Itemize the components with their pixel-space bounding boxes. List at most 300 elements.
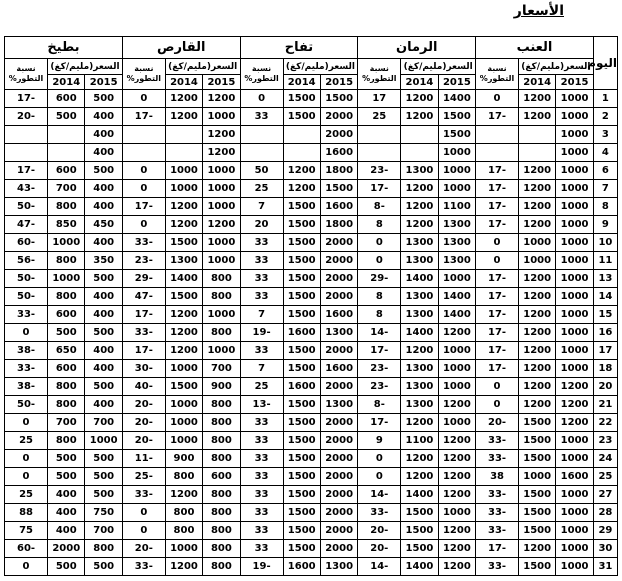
price-2014-cell: 1400 <box>401 324 438 342</box>
growth-pct-cell: 25 <box>240 378 283 396</box>
year-header: 2015 <box>85 75 122 90</box>
price-2014-cell: 1200 <box>401 342 438 360</box>
day-cell: 31 <box>593 558 617 576</box>
price-2015-cell: 1000 <box>203 198 240 216</box>
price-2014-cell: 1200 <box>165 486 202 504</box>
table-row <box>5 360 618 378</box>
growth-pct-cell: 33 <box>240 108 283 126</box>
price-2015-cell: 1600 <box>320 360 357 378</box>
growth-pct-cell: -20 <box>122 414 165 432</box>
year-header: 2015 <box>438 75 475 90</box>
price-table <box>4 36 618 576</box>
price-2015-cell: 750 <box>85 504 122 522</box>
price-2015-cell: 1000 <box>438 414 475 432</box>
price-2015-cell: 1000 <box>203 306 240 324</box>
price-2015-cell: 2000 <box>320 126 357 144</box>
price-2015-cell: 1000 <box>556 198 593 216</box>
price-2015-cell: 1000 <box>556 558 593 576</box>
price-2014-cell: 1200 <box>518 378 555 396</box>
growth-pct-cell: -14 <box>358 558 401 576</box>
price-2015-cell: 1200 <box>438 468 475 486</box>
table-row <box>5 396 618 414</box>
growth-pct-cell: -20 <box>122 396 165 414</box>
price-2015-cell: 1500 <box>438 108 475 126</box>
growth-pct-cell: -13 <box>240 396 283 414</box>
growth-pct-subheader: نسبة التطور% <box>240 59 283 90</box>
table-row <box>5 522 618 540</box>
price-2015-cell: 600 <box>203 468 240 486</box>
price-2014-cell: 800 <box>48 288 85 306</box>
price-2015-cell: 1000 <box>556 324 593 342</box>
price-2014-cell: 800 <box>48 378 85 396</box>
day-cell: 21 <box>593 396 617 414</box>
price-2014-cell: 1500 <box>283 360 320 378</box>
growth-pct-cell <box>240 144 283 162</box>
year-header: 2014 <box>165 75 202 90</box>
table-row <box>5 450 618 468</box>
price-2014-cell: 1500 <box>165 234 202 252</box>
price-2014-cell: 1500 <box>283 468 320 486</box>
price-2014-cell: 1200 <box>401 90 438 108</box>
growth-pct-cell: 0 <box>358 468 401 486</box>
year-header: 2014 <box>401 75 438 90</box>
price-2014-cell: 1200 <box>283 180 320 198</box>
growth-pct-cell: -47 <box>122 288 165 306</box>
price-2014-cell: 800 <box>165 522 202 540</box>
growth-pct-cell <box>122 144 165 162</box>
price-2015-cell: 2000 <box>320 540 357 558</box>
fruit-header-pomegranate: الرمان <box>358 37 476 59</box>
price-2014-cell: 1200 <box>518 90 555 108</box>
price-2015-cell: 2000 <box>320 378 357 396</box>
price-2015-cell: 2000 <box>320 234 357 252</box>
price-2015-cell: 2000 <box>320 270 357 288</box>
price-2015-cell: 400 <box>85 144 122 162</box>
growth-pct-cell: 38 <box>476 468 519 486</box>
year-header: 2015 <box>203 75 240 90</box>
table-row <box>5 288 618 306</box>
growth-pct-cell: -20 <box>122 432 165 450</box>
price-2015-cell: 1000 <box>438 504 475 522</box>
price-2015-cell: 1200 <box>438 432 475 450</box>
growth-pct-cell: -23 <box>358 378 401 396</box>
price-2015-cell: 1000 <box>438 180 475 198</box>
price-2015-cell: 800 <box>203 324 240 342</box>
growth-pct-cell <box>476 144 519 162</box>
price-2015-cell: 400 <box>85 180 122 198</box>
price-2014-cell: 1200 <box>283 162 320 180</box>
price-2015-cell: 500 <box>85 324 122 342</box>
growth-pct-cell: -14 <box>358 324 401 342</box>
price-2015-cell: 1000 <box>556 234 593 252</box>
price-2014-cell: 500 <box>48 450 85 468</box>
growth-pct-cell: 75 <box>5 522 48 540</box>
price-2014-cell: 650 <box>48 342 85 360</box>
table-row <box>5 216 618 234</box>
table-row <box>5 432 618 450</box>
price-2015-cell: 1800 <box>320 216 357 234</box>
price-2014-cell <box>401 126 438 144</box>
growth-pct-cell: 0 <box>5 450 48 468</box>
price-subheader: السعر(مليم/كغ) <box>48 59 123 75</box>
price-2015-cell: 500 <box>85 162 122 180</box>
growth-pct-cell: -20 <box>358 522 401 540</box>
price-2014-cell: 500 <box>48 108 85 126</box>
price-2014-cell: 1200 <box>165 108 202 126</box>
price-2015-cell: 2000 <box>320 522 357 540</box>
price-2015-cell: 1100 <box>438 198 475 216</box>
price-2014-cell: 1000 <box>518 252 555 270</box>
price-2014-cell: 1500 <box>283 108 320 126</box>
growth-pct-cell: -38 <box>5 378 48 396</box>
growth-pct-cell: 33 <box>240 468 283 486</box>
price-2014-cell: 1200 <box>401 216 438 234</box>
price-2014-cell: 1500 <box>518 486 555 504</box>
growth-pct-cell: -43 <box>5 180 48 198</box>
fruit-header-apple: تفاح <box>240 37 358 59</box>
growth-pct-cell: -33 <box>476 450 519 468</box>
table-row <box>5 486 618 504</box>
price-2014-cell: 1200 <box>401 468 438 486</box>
growth-pct-cell: 25 <box>5 486 48 504</box>
price-2014-cell: 1200 <box>518 360 555 378</box>
growth-pct-cell <box>5 144 48 162</box>
price-2015-cell: 500 <box>85 558 122 576</box>
price-2015-cell: 1400 <box>438 306 475 324</box>
price-2015-cell: 1200 <box>203 90 240 108</box>
price-2014-cell: 1300 <box>401 252 438 270</box>
price-2015-cell: 1300 <box>320 558 357 576</box>
growth-pct-cell: 20 <box>240 216 283 234</box>
price-2015-cell: 1200 <box>556 414 593 432</box>
price-2015-cell: 1500 <box>320 180 357 198</box>
price-2014-cell: 400 <box>48 486 85 504</box>
price-2015-cell: 1000 <box>438 270 475 288</box>
price-2014-cell: 1500 <box>401 504 438 522</box>
growth-pct-cell: -50 <box>5 396 48 414</box>
day-cell: 13 <box>593 270 617 288</box>
price-2014-cell: 1200 <box>518 180 555 198</box>
price-2014-cell: 800 <box>165 504 202 522</box>
price-2014-cell <box>518 144 555 162</box>
growth-pct-cell: 0 <box>476 252 519 270</box>
price-2015-cell: 400 <box>85 126 122 144</box>
day-cell: 30 <box>593 540 617 558</box>
price-2015-cell: 1200 <box>556 378 593 396</box>
price-2015-cell: 1200 <box>438 522 475 540</box>
price-2015-cell: 1000 <box>556 450 593 468</box>
growth-pct-cell: -17 <box>476 198 519 216</box>
growth-pct-cell: 7 <box>240 360 283 378</box>
price-2014-cell: 1500 <box>283 450 320 468</box>
price-2015-cell: 500 <box>85 450 122 468</box>
growth-pct-cell <box>358 126 401 144</box>
table-row <box>5 414 618 432</box>
growth-pct-cell: -17 <box>358 180 401 198</box>
growth-pct-cell: -17 <box>476 360 519 378</box>
price-2015-cell: 500 <box>85 468 122 486</box>
growth-pct-cell: -33 <box>122 558 165 576</box>
price-2015-cell: 400 <box>85 288 122 306</box>
price-2014-cell: 1300 <box>401 378 438 396</box>
growth-pct-cell: -33 <box>122 324 165 342</box>
growth-pct-cell: 33 <box>240 540 283 558</box>
price-2014-cell: 1000 <box>165 414 202 432</box>
growth-pct-cell: -11 <box>122 450 165 468</box>
growth-pct-cell: -50 <box>5 288 48 306</box>
price-2014-cell: 1200 <box>401 414 438 432</box>
growth-pct-cell: -19 <box>240 324 283 342</box>
price-2015-cell: 800 <box>203 558 240 576</box>
price-2015-cell: 1600 <box>320 306 357 324</box>
price-subheader: السعر(مليم/كغ) <box>283 59 358 75</box>
price-2015-cell: 1000 <box>556 270 593 288</box>
day-cell: 17 <box>593 342 617 360</box>
price-2014-cell: 1600 <box>283 378 320 396</box>
price-2015-cell: 1000 <box>556 306 593 324</box>
growth-pct-cell: -38 <box>5 342 48 360</box>
price-2015-cell: 1000 <box>438 342 475 360</box>
growth-pct-cell: 8 <box>358 306 401 324</box>
price-2014-cell: 1500 <box>518 558 555 576</box>
price-2015-cell: 1000 <box>203 162 240 180</box>
day-cell: 18 <box>593 360 617 378</box>
growth-pct-cell: 17 <box>358 90 401 108</box>
growth-pct-cell: 33 <box>240 288 283 306</box>
price-2015-cell: 1000 <box>556 216 593 234</box>
price-2014-cell: 1300 <box>401 396 438 414</box>
price-2014-cell <box>165 144 202 162</box>
price-2015-cell: 2000 <box>320 432 357 450</box>
growth-pct-cell: 0 <box>476 396 519 414</box>
growth-pct-cell: 9 <box>358 432 401 450</box>
growth-pct-cell: 0 <box>122 522 165 540</box>
price-2015-cell: 2000 <box>320 450 357 468</box>
table-row <box>5 540 618 558</box>
growth-pct-cell: -17 <box>122 108 165 126</box>
price-subheader: السعر(مليم/كغ) <box>518 59 593 75</box>
price-2015-cell: 500 <box>85 270 122 288</box>
price-2015-cell: 1300 <box>320 324 357 342</box>
year-header: 2014 <box>283 75 320 90</box>
price-2014-cell: 1200 <box>401 180 438 198</box>
price-2015-cell: 400 <box>85 396 122 414</box>
price-2014-cell: 1200 <box>165 198 202 216</box>
growth-pct-cell: 33 <box>240 522 283 540</box>
price-2014-cell: 1500 <box>518 450 555 468</box>
price-2015-cell: 1200 <box>438 396 475 414</box>
growth-pct-cell: -29 <box>358 270 401 288</box>
year-header: 2015 <box>556 75 593 90</box>
price-2014-cell: 1500 <box>283 198 320 216</box>
price-2015-cell: 1000 <box>203 252 240 270</box>
growth-pct-cell: 8 <box>358 288 401 306</box>
price-2015-cell: 500 <box>85 90 122 108</box>
growth-pct-cell <box>476 126 519 144</box>
table-row <box>5 180 618 198</box>
price-2015-cell: 1000 <box>556 432 593 450</box>
price-2014-cell: 1500 <box>518 432 555 450</box>
price-2014-cell: 1200 <box>518 198 555 216</box>
growth-pct-cell: -33 <box>122 234 165 252</box>
growth-pct-cell: -47 <box>5 216 48 234</box>
price-2015-cell: 1000 <box>556 486 593 504</box>
price-2014-cell: 1500 <box>165 288 202 306</box>
table-row <box>5 90 618 108</box>
growth-pct-cell: -17 <box>122 306 165 324</box>
growth-pct-cell: -33 <box>476 504 519 522</box>
price-2014-cell: 1200 <box>401 108 438 126</box>
price-2014-cell: 1200 <box>165 324 202 342</box>
price-2014-cell <box>48 126 85 144</box>
growth-pct-cell: 88 <box>5 504 48 522</box>
price-2014-cell: 1000 <box>48 234 85 252</box>
price-2015-cell: 1000 <box>438 378 475 396</box>
price-2014-cell: 1300 <box>401 288 438 306</box>
growth-pct-cell: -40 <box>122 378 165 396</box>
price-2014-cell: 1500 <box>283 414 320 432</box>
growth-pct-cell: -20 <box>122 540 165 558</box>
price-2014-cell: 850 <box>48 216 85 234</box>
price-2015-cell: 1300 <box>438 234 475 252</box>
growth-pct-subheader: نسبة التطور% <box>476 59 519 90</box>
price-2014-cell: 1200 <box>518 540 555 558</box>
price-2015-cell: 1300 <box>438 252 475 270</box>
price-2014-cell: 1200 <box>518 396 555 414</box>
price-2014-cell: 1500 <box>283 504 320 522</box>
price-2015-cell: 1500 <box>320 90 357 108</box>
day-cell: 24 <box>593 450 617 468</box>
day-cell: 15 <box>593 306 617 324</box>
growth-pct-cell: -33 <box>5 360 48 378</box>
price-2014-cell: 1500 <box>283 270 320 288</box>
price-subheader: السعر(مليم/كغ) <box>401 59 476 75</box>
year-header: 2015 <box>320 75 357 90</box>
price-2015-cell: 800 <box>203 504 240 522</box>
price-2014-cell: 1600 <box>283 324 320 342</box>
day-cell: 11 <box>593 252 617 270</box>
table-row <box>5 306 618 324</box>
price-2014-cell: 1500 <box>283 486 320 504</box>
price-2014-cell: 1200 <box>518 324 555 342</box>
growth-pct-cell: 7 <box>240 198 283 216</box>
growth-pct-cell: -17 <box>476 108 519 126</box>
fruit-header-grapes: العنب <box>476 37 594 59</box>
growth-pct-cell: -60 <box>5 234 48 252</box>
growth-pct-cell: -25 <box>122 468 165 486</box>
price-2015-cell: 500 <box>85 486 122 504</box>
price-2015-cell: 350 <box>85 252 122 270</box>
growth-pct-cell: 0 <box>358 234 401 252</box>
growth-pct-subheader: نسبة التطور% <box>5 59 48 90</box>
growth-pct-cell <box>5 126 48 144</box>
table-row <box>5 378 618 396</box>
price-2015-cell: 2000 <box>320 504 357 522</box>
price-2014-cell: 1000 <box>48 270 85 288</box>
price-2015-cell: 1200 <box>556 396 593 414</box>
price-2014-cell: 600 <box>48 306 85 324</box>
growth-pct-cell: -50 <box>5 198 48 216</box>
growth-pct-cell: -20 <box>476 414 519 432</box>
price-2015-cell: 1000 <box>556 540 593 558</box>
price-2014-cell: 1500 <box>283 396 320 414</box>
fruit-header-watermelon: بطيخ <box>5 37 123 59</box>
growth-pct-cell: 0 <box>5 468 48 486</box>
price-2015-cell: 2000 <box>320 468 357 486</box>
price-2015-cell: 400 <box>85 342 122 360</box>
price-2015-cell: 2000 <box>320 108 357 126</box>
growth-pct-cell: -17 <box>476 540 519 558</box>
price-2014-cell: 1300 <box>401 162 438 180</box>
price-2015-cell: 1600 <box>320 198 357 216</box>
price-2015-cell: 1000 <box>203 108 240 126</box>
price-2014-cell: 600 <box>48 90 85 108</box>
table-row <box>5 468 618 486</box>
day-cell: 23 <box>593 432 617 450</box>
price-2014-cell: 800 <box>48 198 85 216</box>
price-2014-cell <box>518 126 555 144</box>
growth-pct-cell: -50 <box>5 270 48 288</box>
price-2015-cell: 1000 <box>556 288 593 306</box>
price-2014-cell: 1000 <box>165 540 202 558</box>
growth-pct-cell: 7 <box>240 306 283 324</box>
price-2014-cell: 1000 <box>165 396 202 414</box>
price-2014-cell: 1200 <box>401 198 438 216</box>
price-2014-cell <box>165 126 202 144</box>
price-2015-cell: 1200 <box>438 486 475 504</box>
price-2015-cell: 800 <box>203 540 240 558</box>
price-2014-cell: 1500 <box>283 342 320 360</box>
growth-pct-cell: 0 <box>122 180 165 198</box>
price-2014-cell: 400 <box>48 504 85 522</box>
price-2014-cell: 1200 <box>165 558 202 576</box>
day-cell: 4 <box>593 144 617 162</box>
day-cell: 25 <box>593 468 617 486</box>
day-cell: 27 <box>593 486 617 504</box>
price-2014-cell: 800 <box>165 468 202 486</box>
price-2015-cell: 2000 <box>320 252 357 270</box>
price-2014-cell: 1500 <box>283 216 320 234</box>
price-2015-cell: 500 <box>85 378 122 396</box>
growth-pct-cell: 0 <box>358 450 401 468</box>
growth-pct-cell: 0 <box>122 162 165 180</box>
price-2014-cell: 700 <box>48 180 85 198</box>
price-2014-cell: 1500 <box>283 234 320 252</box>
growth-pct-cell: -33 <box>5 306 48 324</box>
table-row <box>5 252 618 270</box>
price-2015-cell: 2000 <box>320 486 357 504</box>
price-2014-cell <box>283 126 320 144</box>
growth-pct-cell: -30 <box>122 360 165 378</box>
price-2015-cell: 800 <box>203 432 240 450</box>
day-cell: 7 <box>593 180 617 198</box>
growth-pct-cell: 33 <box>240 450 283 468</box>
price-2015-cell: 1000 <box>556 180 593 198</box>
table-row <box>5 324 618 342</box>
growth-pct-subheader: نسبة التطور% <box>358 59 401 90</box>
price-2015-cell: 800 <box>203 522 240 540</box>
growth-pct-cell: 0 <box>122 216 165 234</box>
price-2014-cell: 1400 <box>401 558 438 576</box>
price-2014-cell: 1200 <box>518 270 555 288</box>
price-2015-cell: 450 <box>85 216 122 234</box>
price-2015-cell: 1000 <box>556 126 593 144</box>
price-2015-cell: 1000 <box>556 522 593 540</box>
price-2014-cell: 500 <box>48 324 85 342</box>
growth-pct-cell: 25 <box>240 180 283 198</box>
page-title: الأسعار <box>513 3 564 19</box>
price-2014-cell: 1000 <box>165 162 202 180</box>
